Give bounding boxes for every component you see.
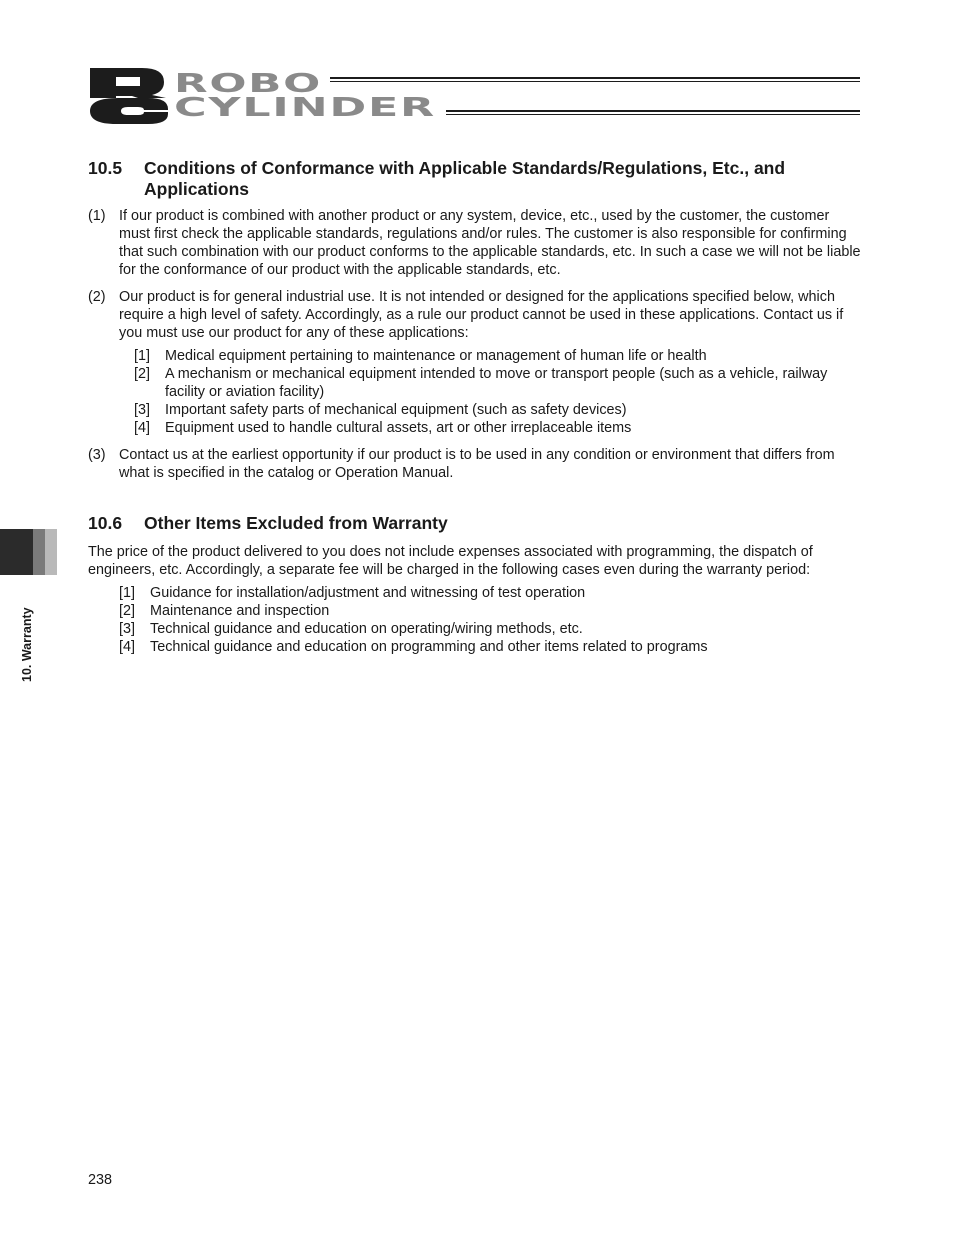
section-title: Conditions of Conformance with Applicable Standards/Regulations, Etc., and Applications: [144, 158, 786, 199]
section-10-5-heading: [88, 158, 864, 200]
section-10-6-heading: [88, 513, 864, 534]
section-10-6-intro: The price of the product delivered to you does not include expenses associated with programming, the dispatch of engineers, etc. Accordingly, a separate fee will be charged in the following cases even during the warranty period:: [88, 544, 813, 578]
logo-graphic: [88, 68, 860, 124]
sublist-text: Medical equipment pertaining to maintenance or management of human life or health: [165, 348, 707, 364]
excluded-item: [119, 620, 864, 638]
robo-cylinder-logo: [88, 68, 860, 124]
rc-emblem: [90, 68, 168, 124]
excluded-item: [119, 602, 864, 620]
list-item-text: Contact us at the earliest opportunity if our product is to be used in any condition or environment that differs from what is specified in the catalog or Operation Manual.: [119, 447, 835, 481]
list-marker: (2): [88, 289, 106, 305]
excluded-item-text: Technical guidance and education on operating/wiring methods, etc.: [150, 621, 583, 637]
sublist-item: [134, 419, 864, 437]
sublist-item: [134, 365, 864, 401]
chapter-tab-light: [45, 529, 57, 575]
sublist-text: A mechanism or mechanical equipment intended to move or transport people (such as a vehicle, railway facility or aviation facility): [165, 366, 828, 400]
applications-sublist: [134, 347, 864, 437]
list-marker: (3): [88, 447, 106, 463]
excluded-item-marker: [2]: [119, 603, 135, 619]
chapter-tab-dark: [0, 529, 33, 575]
sublist-text: Important safety parts of mechanical equipment (such as safety devices): [165, 402, 627, 418]
chapter-tab-label: 10. Warranty: [20, 607, 34, 682]
list-marker: (1): [88, 208, 106, 224]
excluded-item: [119, 584, 864, 602]
list-item-2: [88, 288, 864, 437]
sublist-item: [134, 347, 864, 365]
list-item-text: Our product is for general industrial use. It is not intended or designed for the applications specified below, which require a high level of safety. Accordingly, as a rule our product cannot be used in these applications. Contact us if you must use our product for any of these applications:: [119, 289, 844, 341]
section-number: 10.5: [88, 158, 123, 178]
list-item-1: [88, 207, 864, 279]
list-item-text: If our product is combined with another product or any system, device, etc., used by the customer, the customer must first check the applicable standards, regulations and/or rules. The customer is also responsible for confirming that such combination with our product conforms to the applicable standards, etc. In such a case we will not be liable for the conformance of our product with the applicable standards, etc.: [119, 208, 861, 278]
excluded-items-list: [119, 584, 864, 656]
sublist-marker: [1]: [134, 348, 150, 364]
sublist-marker: [3]: [134, 402, 150, 418]
excluded-item-marker: [3]: [119, 621, 135, 637]
excluded-item-marker: [1]: [119, 585, 135, 601]
chapter-tab-mid: [33, 529, 45, 575]
section-title: Other Items Excluded from Warranty: [144, 513, 448, 533]
logo-word-cylinder: CYLINDER: [174, 93, 436, 123]
list-item-body: [119, 288, 864, 437]
excluded-item-text: Technical guidance and education on programming and other items related to programs: [150, 639, 708, 655]
excluded-item-text: Guidance for installation/adjustment and witnessing of test operation: [150, 585, 586, 601]
sublist-text: Equipment used to handle cultural assets, art or other irreplaceable items: [165, 420, 632, 436]
logo-word-robo: ROBO: [174, 69, 322, 99]
chapter-tab-marker: [0, 529, 57, 575]
excluded-item-text: Maintenance and inspection: [150, 603, 330, 619]
sublist-item: [134, 401, 864, 419]
page-content: [88, 158, 864, 656]
section-number: 10.6: [88, 513, 123, 533]
excluded-item-marker: [4]: [119, 639, 135, 655]
excluded-item: [119, 638, 864, 656]
sublist-marker: [2]: [134, 366, 150, 382]
sublist-marker: [4]: [134, 420, 150, 436]
page-number: 238: [88, 1172, 113, 1188]
list-item-3: [88, 446, 864, 482]
